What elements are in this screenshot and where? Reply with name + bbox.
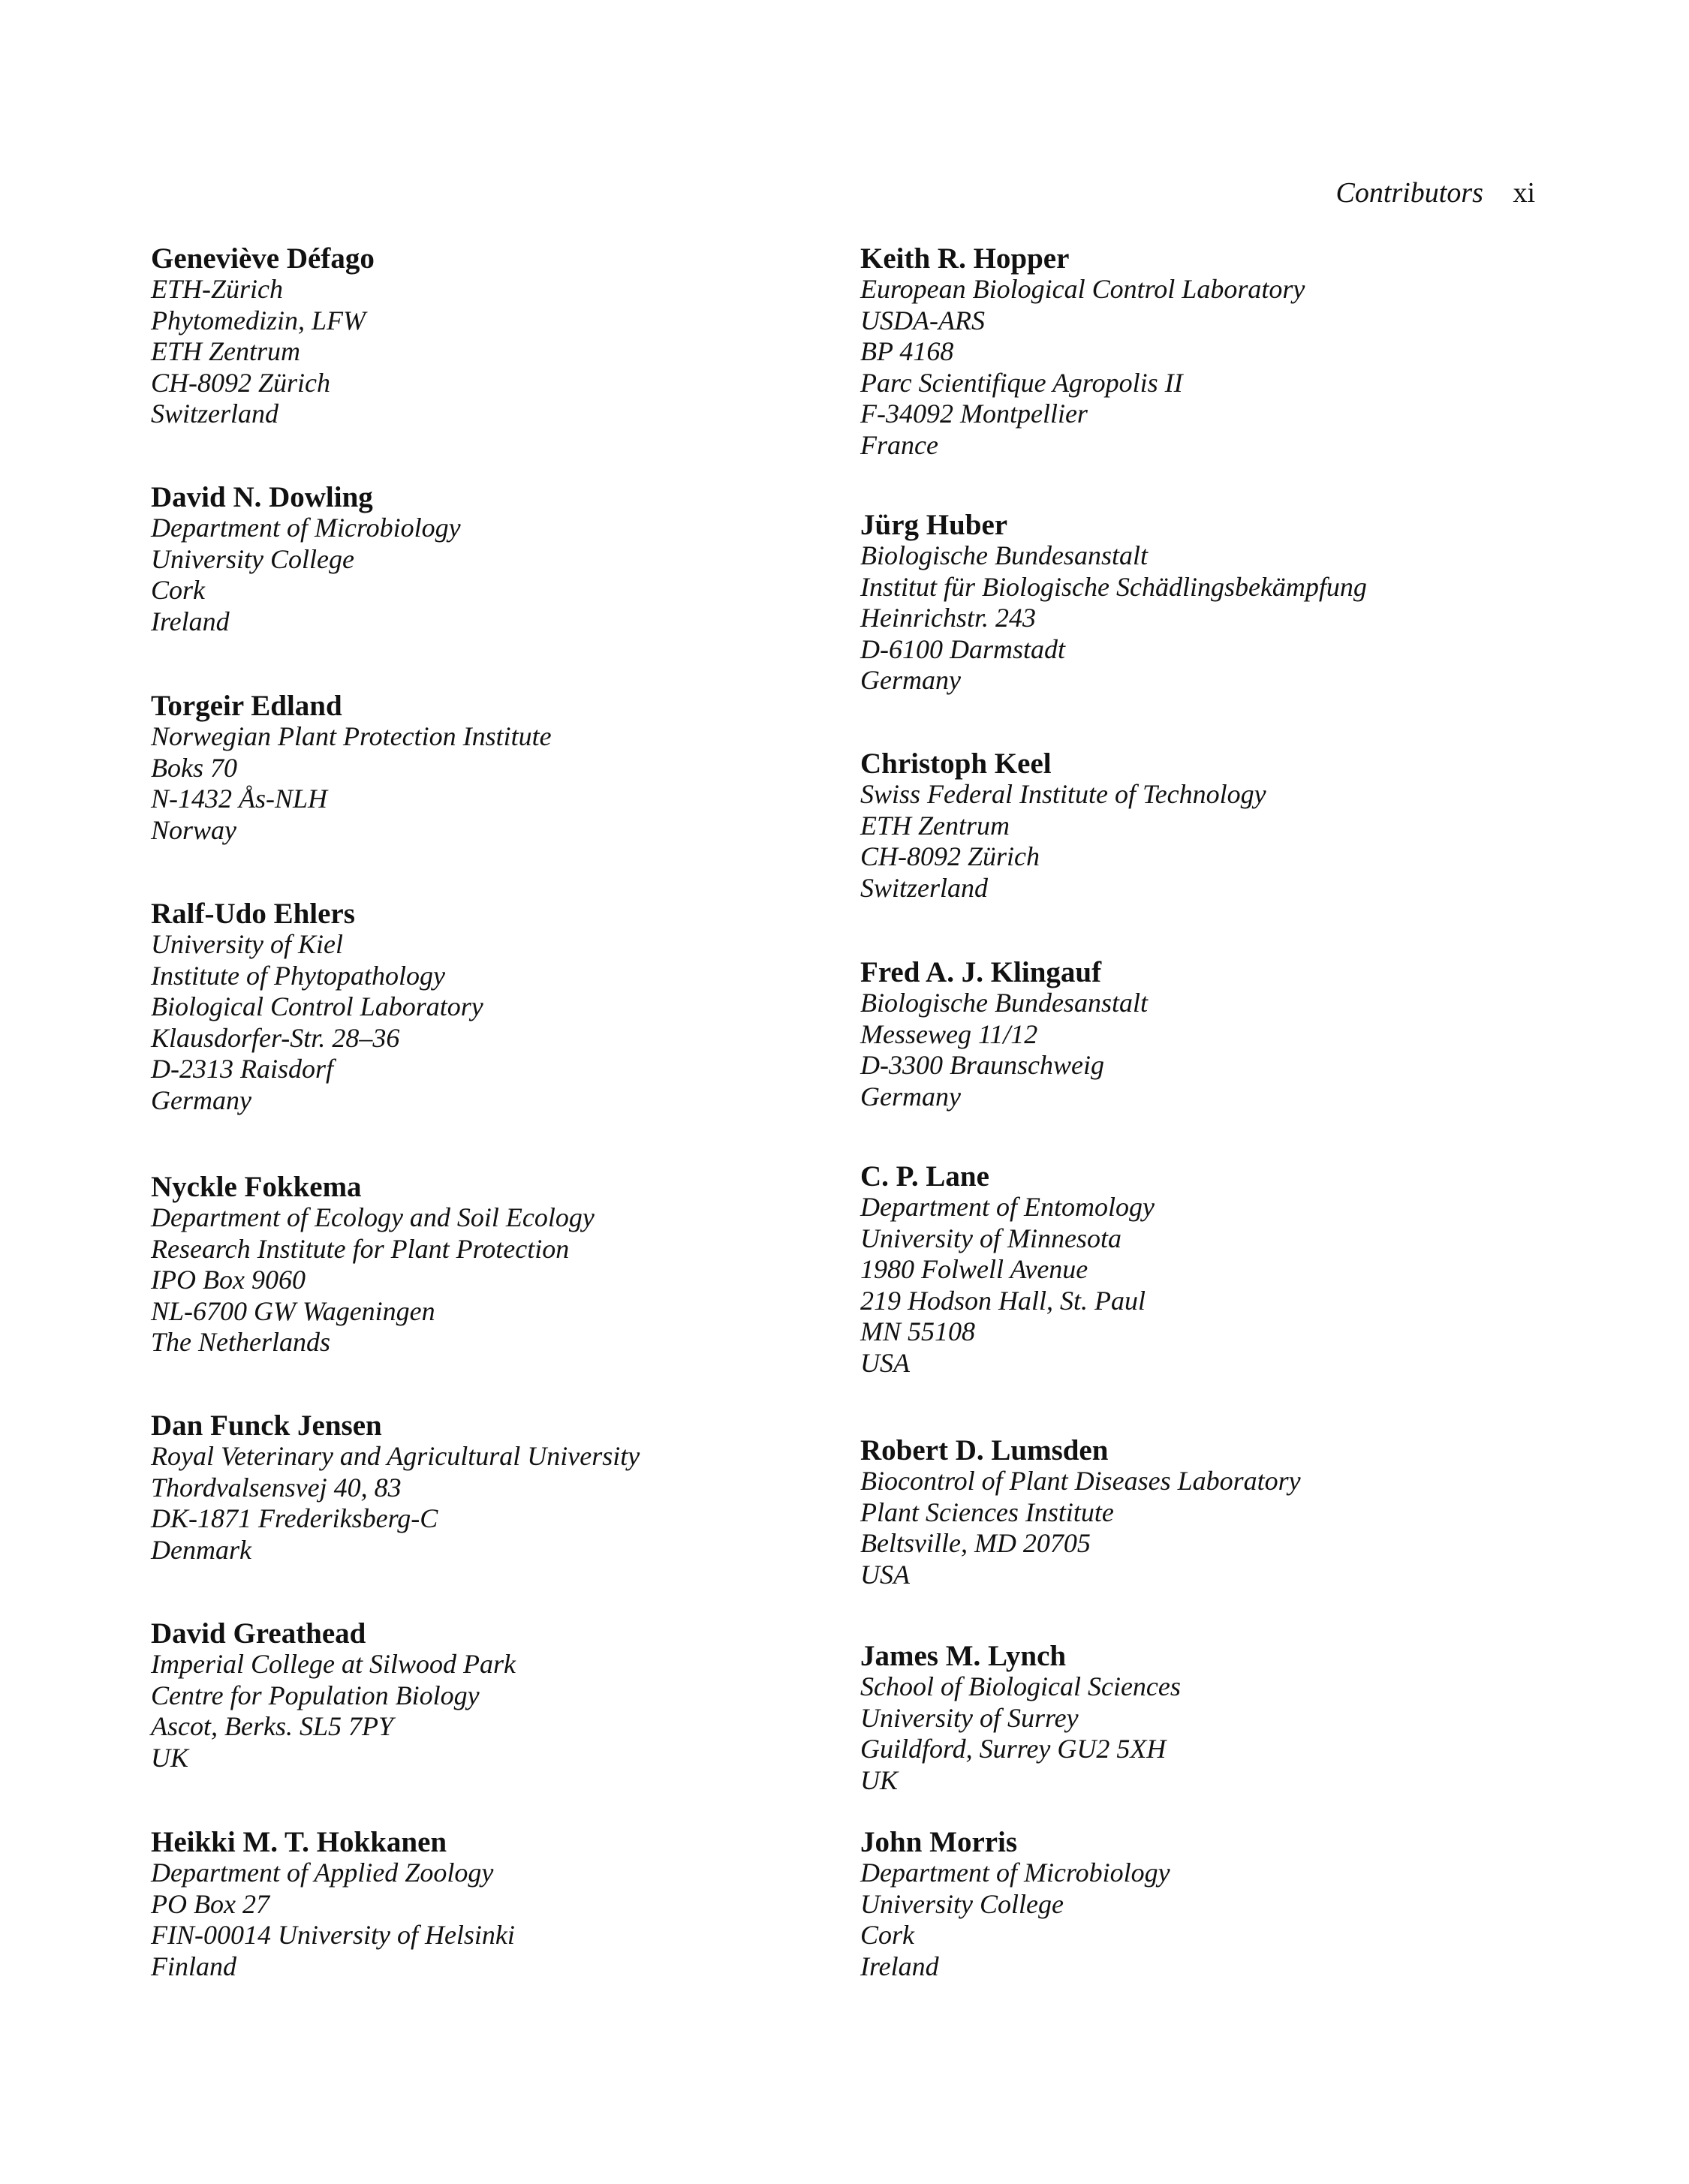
- address-line: CH-8092 Zürich: [860, 841, 1040, 871]
- address-line: University College: [860, 1888, 1064, 1919]
- address-line: Phytomedizin, LFW: [151, 305, 366, 335]
- contributor-name: Keith R. Hopper: [860, 242, 1070, 275]
- address-line: Klausdorfer-Str. 28–36: [151, 1022, 400, 1053]
- address-line: 219 Hodson Hall, St. Paul: [860, 1285, 1146, 1316]
- address-line: Heinrichstr. 243: [860, 603, 1036, 633]
- contributor-entry: [860, 1641, 1181, 1796]
- contributor-name: James M. Lynch: [860, 1640, 1067, 1672]
- address-line: Royal Veterinary and Agricultural University: [151, 1441, 640, 1471]
- address-line: N-1432 Ås-NLH: [151, 784, 328, 814]
- address-line: USDA-ARS: [860, 305, 985, 335]
- address-line: Biological Control Laboratory: [151, 991, 483, 1021]
- address-line: Guildford, Surrey GU2 5XH: [860, 1734, 1167, 1764]
- address-line: Biocontrol of Plant Diseases Laboratory: [860, 1466, 1301, 1496]
- address-line: University College: [151, 543, 354, 574]
- address-line: NL-6700 GW Wageningen: [151, 1295, 435, 1326]
- address-line: Research Institute for Plant Protection: [151, 1233, 570, 1264]
- address-line: European Biological Control Laboratory: [860, 274, 1305, 304]
- contributor-entry: [860, 510, 1367, 696]
- address-line: IPO Box 9060: [151, 1265, 306, 1295]
- address-line: Biologische Bundesanstalt: [860, 540, 1148, 570]
- address-line: Department of Applied Zoology: [151, 1858, 494, 1888]
- address-line: University of Minnesota: [860, 1223, 1121, 1253]
- address-line: Germany: [860, 665, 961, 695]
- address-line: D-2313 Raisdorf: [151, 1054, 333, 1084]
- contributor-name: David Greathead: [151, 1617, 366, 1650]
- address-line: Department of Microbiology: [860, 1858, 1170, 1888]
- contributor-name: Robert D. Lumsden: [860, 1434, 1109, 1467]
- address-line: Germany: [860, 1081, 961, 1112]
- contributor-name: Fred A. J. Klingauf: [860, 956, 1102, 988]
- address-line: Ascot, Berks. SL5 7PY: [151, 1711, 393, 1741]
- section-title: Contributors: [1335, 177, 1483, 209]
- address-line: D-6100 Darmstadt: [860, 633, 1066, 664]
- address-line: Cork: [860, 1920, 914, 1950]
- contributor-entry: [860, 1827, 1170, 1982]
- contributor-name: David N. Dowling: [151, 481, 373, 513]
- address-line: Parc Scientifique Agropolis II: [860, 367, 1183, 398]
- contributor-name: Ralf-Udo Ehlers: [151, 898, 355, 930]
- contributor-entry: [860, 1161, 1155, 1379]
- address-line: Norway: [151, 814, 237, 845]
- address-line: Boks 70: [151, 752, 237, 783]
- contributor-name: Dan Funck Jensen: [151, 1409, 382, 1442]
- address-line: ETH Zentrum: [151, 336, 301, 366]
- address-line: Plant Sciences Institute: [860, 1497, 1114, 1527]
- address-line: Ireland: [151, 606, 230, 636]
- contributor-name: Christoph Keel: [860, 748, 1052, 780]
- contributor-entry: [151, 1827, 515, 1982]
- contributor-entry: [151, 1410, 640, 1566]
- contributor-entry: [151, 243, 375, 430]
- address-line: Department of Entomology: [860, 1192, 1155, 1222]
- address-line: Institute of Phytopathology: [151, 960, 445, 991]
- contributor-entry: [151, 898, 483, 1116]
- address-line: Switzerland: [151, 399, 279, 429]
- address-line: Biologische Bundesanstalt: [860, 988, 1148, 1018]
- address-line: F-34092 Montpellier: [860, 399, 1088, 429]
- contributor-entry: [860, 1435, 1301, 1590]
- address-line: Imperial College at Silwood Park: [151, 1649, 516, 1679]
- address-line: FIN-00014 University of Helsinki: [151, 1920, 515, 1950]
- contributor-entry: [860, 748, 1266, 904]
- address-line: Institut für Biologische Schädlingsbekämpfung: [860, 571, 1367, 602]
- address-line: Department of Ecology and Soil Ecology: [151, 1202, 595, 1232]
- address-line: D-3300 Braunschweig: [860, 1050, 1104, 1080]
- address-line: BP 4168: [860, 336, 954, 366]
- page-number: xi: [1513, 177, 1535, 209]
- contributor-entry: [860, 243, 1305, 461]
- contributor-entry: [151, 1618, 516, 1773]
- address-line: Norwegian Plant Protection Institute: [151, 721, 552, 751]
- address-line: 1980 Folwell Avenue: [860, 1254, 1088, 1284]
- contributor-name: C. P. Lane: [860, 1160, 989, 1193]
- address-line: ETH Zentrum: [860, 810, 1010, 841]
- address-line: DK-1871 Frederiksberg-C: [151, 1503, 438, 1533]
- contributor-entry: [860, 957, 1148, 1112]
- address-line: Finland: [151, 1951, 236, 1981]
- address-line: UK: [151, 1742, 189, 1773]
- address-line: USA: [860, 1559, 910, 1590]
- address-line: Swiss Federal Institute of Technology: [860, 779, 1266, 809]
- address-line: Centre for Population Biology: [151, 1680, 480, 1710]
- contributor-name: John Morris: [860, 1826, 1018, 1858]
- address-line: Department of Microbiology: [151, 513, 461, 543]
- address-line: Cork: [151, 575, 205, 605]
- address-line: MN 55108: [860, 1316, 975, 1346]
- address-line: The Netherlands: [151, 1327, 330, 1357]
- address-line: Germany: [151, 1084, 251, 1115]
- address-line: Denmark: [151, 1534, 251, 1565]
- contributor-entry: [151, 482, 461, 637]
- contributor-name: Geneviève Défago: [151, 242, 375, 275]
- running-head: [1336, 174, 1535, 212]
- contributor-entry: [151, 1172, 595, 1358]
- address-line: CH-8092 Zürich: [151, 367, 331, 398]
- address-line: UK: [860, 1764, 899, 1795]
- address-line: Beltsville, MD 20705: [860, 1528, 1091, 1558]
- address-line: Switzerland: [860, 872, 989, 903]
- contributor-name: Jürg Huber: [860, 509, 1008, 541]
- address-line: Ireland: [860, 1951, 939, 1981]
- contributor-name: Torgeir Edland: [151, 690, 342, 722]
- contributor-name: Nyckle Fokkema: [151, 1171, 362, 1203]
- address-line: Thordvalsensvej 40, 83: [151, 1472, 402, 1503]
- address-line: ETH-Zürich: [151, 274, 284, 304]
- contributor-entry: [151, 690, 552, 846]
- contributor-name: Heikki M. T. Hokkanen: [151, 1826, 447, 1858]
- address-line: USA: [860, 1347, 910, 1378]
- address-line: University of Surrey: [860, 1702, 1079, 1733]
- address-line: Messeweg 11/12: [860, 1018, 1038, 1049]
- address-line: School of Biological Sciences: [860, 1671, 1181, 1701]
- address-line: France: [860, 429, 938, 460]
- address-line: University of Kiel: [151, 929, 343, 959]
- address-line: PO Box 27: [151, 1888, 269, 1919]
